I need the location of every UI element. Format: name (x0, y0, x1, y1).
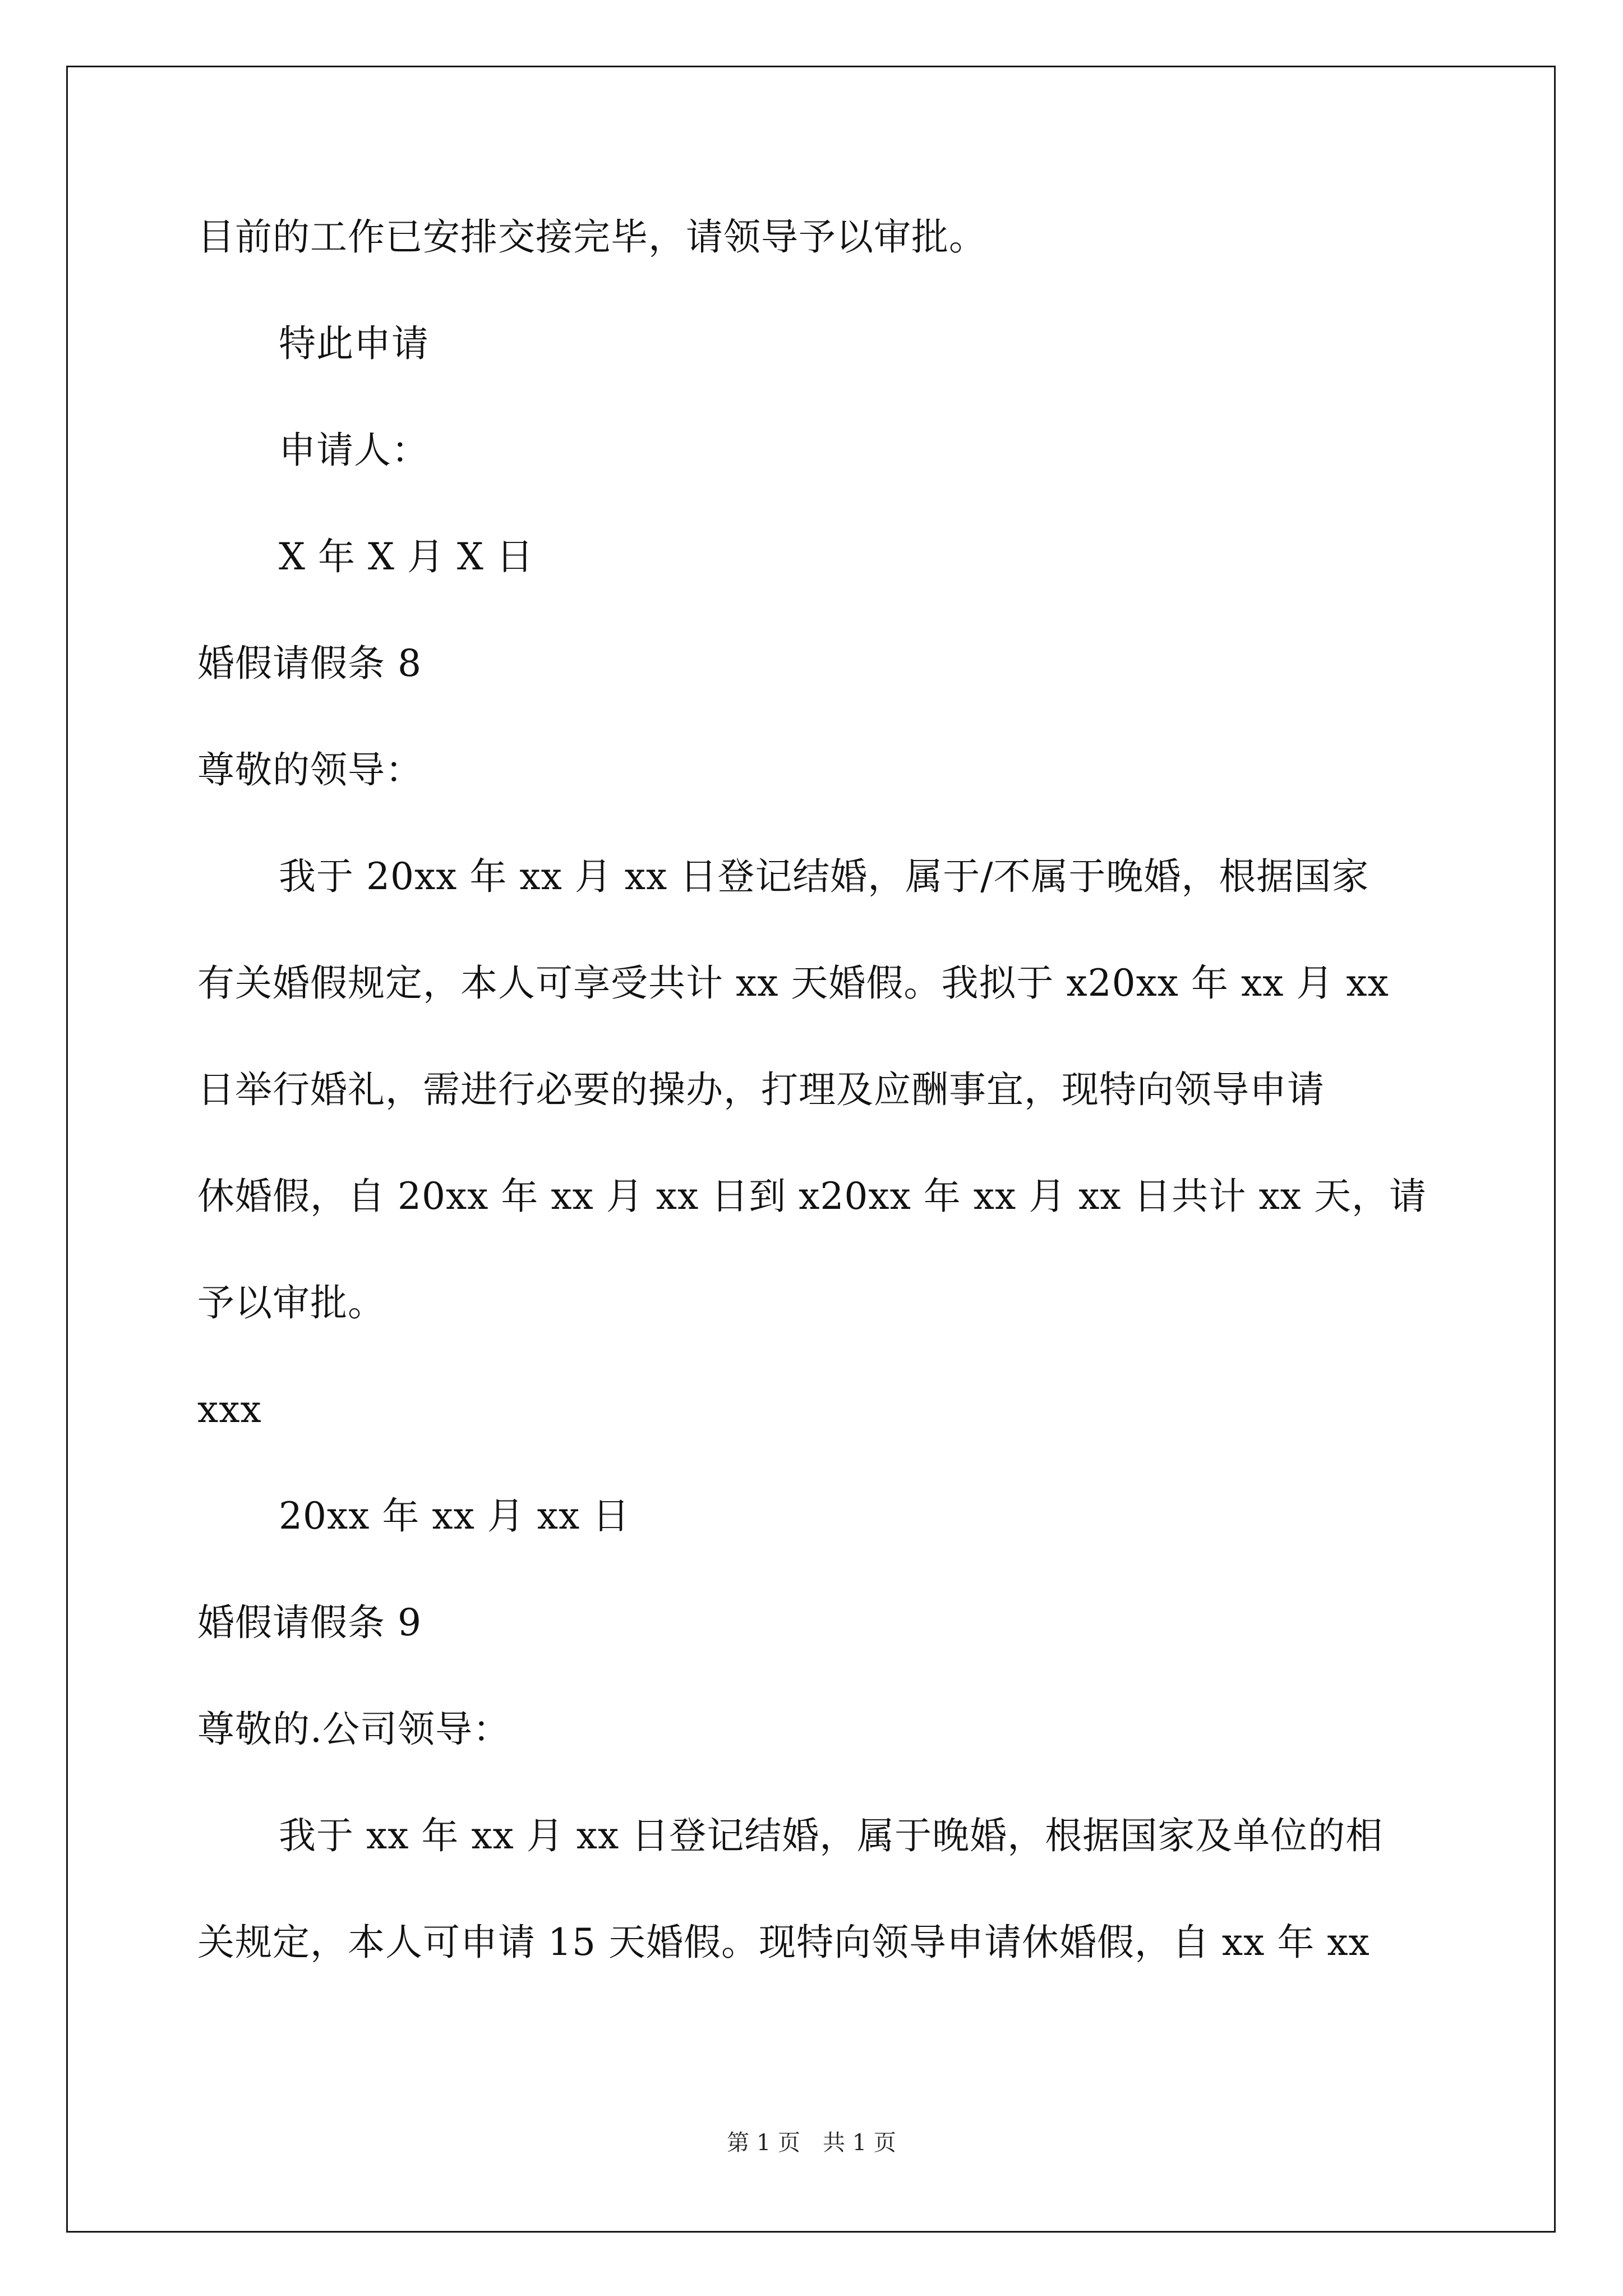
text-line: 予以审批。 (197, 1281, 385, 1324)
text-line: X 年 X 月 X 日 (279, 535, 534, 578)
text-line: 特此申请 (279, 322, 429, 365)
page-border (66, 66, 1556, 2233)
salutation: 尊敬的.公司领导： (197, 1708, 510, 1751)
signature: xxx (197, 1388, 262, 1431)
text-line: 申请人： (279, 429, 429, 472)
date-line: 20xx 年 xx 月 xx 日 (279, 1494, 630, 1538)
page-number-footer: 第 1 页 共 1 页 (727, 2130, 896, 2156)
text-line: 目前的工作已安排交接完毕，请领导予以审批。 (197, 215, 986, 259)
section-heading: 婚假请假条 8 (197, 642, 422, 685)
section-heading: 婚假请假条 9 (197, 1601, 422, 1644)
text-line: 休婚假，自 20xx 年 xx 月 xx 日到 x20xx 年 xx 月 xx 日共计 xx 天，请 (197, 1175, 1427, 1218)
text-line: 有关婚假规定，本人可享受共计 xx 天婚假。我拟于 x20xx 年 xx 月 xx (197, 961, 1389, 1005)
text-line: 我于 xx 年 xx 月 xx 日登记结婚，属于晚婚，根据国家及单位的相 (279, 1814, 1384, 1857)
text-line: 关规定，本人可申请 15 天婚假。现特向领导申请休婚假，自 xx 年 xx (197, 1921, 1370, 1964)
text-line: 我于 20xx 年 xx 月 xx 日登记结婚，属于/不属于晚婚，根据国家 (279, 855, 1370, 898)
text-line: 日举行婚礼，需进行必要的操办，打理及应酬事宜，现特向领导申请 (197, 1068, 1325, 1111)
salutation: 尊敬的领导： (197, 748, 423, 792)
